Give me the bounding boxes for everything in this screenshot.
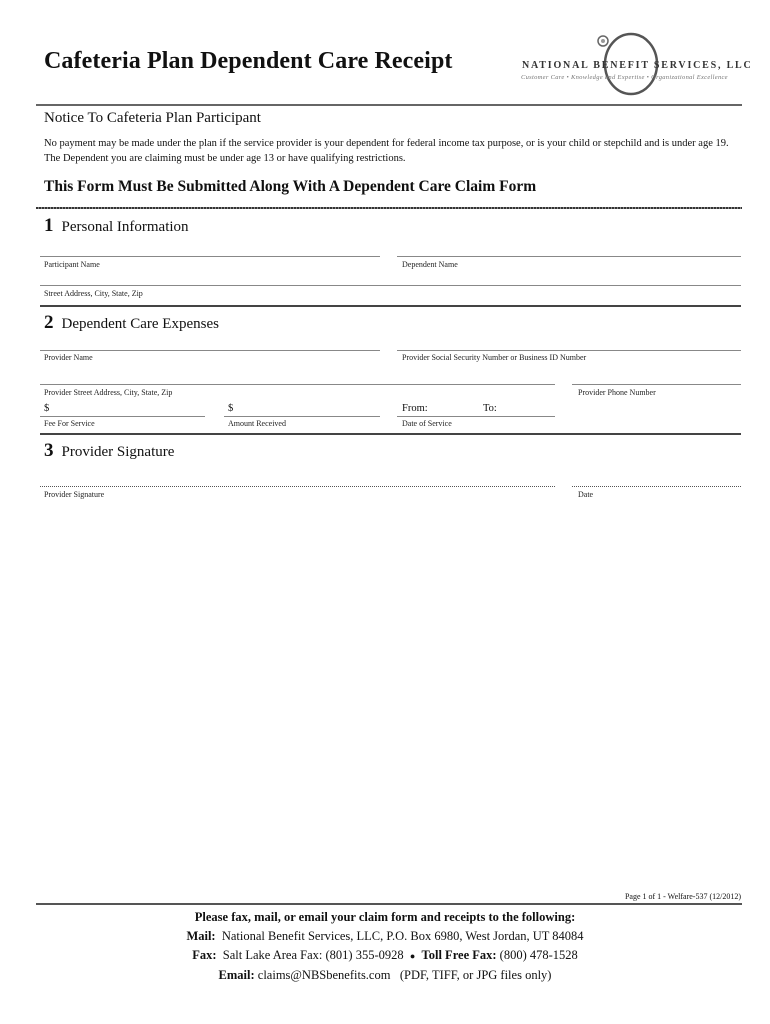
provider-name-field[interactable] bbox=[40, 350, 380, 351]
section-number: 3 bbox=[44, 440, 54, 461]
footer-contact bbox=[0, 908, 770, 985]
fee-for-service-label: Fee For Service bbox=[44, 419, 95, 428]
page-number: Page 1 of 1 - Welfare-537 (12/2012) bbox=[624, 892, 741, 901]
from-label: From: bbox=[402, 403, 428, 414]
footer-divider bbox=[36, 903, 742, 905]
provider-address-label: Provider Street Address, City, State, Zip bbox=[44, 388, 173, 397]
logo-tagline: Customer Care • Knowledge and Expertise • Organizational Excellence bbox=[521, 74, 728, 81]
dependent-name-label: Dependent Name bbox=[402, 260, 458, 269]
section-title: Provider Signature bbox=[61, 444, 175, 460]
provider-phone-field[interactable] bbox=[572, 384, 741, 385]
section-title: Personal Information bbox=[61, 219, 189, 235]
section-number: 2 bbox=[44, 312, 54, 333]
date-of-service-label: Date of Service bbox=[402, 419, 452, 428]
section-divider bbox=[40, 433, 741, 435]
dependent-name-field[interactable] bbox=[397, 256, 741, 257]
logo-name: NATIONAL BENEFIT SERVICES, LLC bbox=[522, 60, 753, 71]
fee-dollar-sign: $ bbox=[44, 403, 50, 414]
section-dependent-care-expenses bbox=[44, 312, 219, 334]
submit-instruction: This Form Must Be Submitted Along With A Dependent Care Claim Form bbox=[44, 178, 537, 195]
provider-phone-label: Provider Phone Number bbox=[578, 388, 656, 397]
provider-signature-label: Provider Signature bbox=[44, 490, 105, 499]
street-address-label: Street Address, City, State, Zip bbox=[44, 289, 143, 298]
street-address-field[interactable] bbox=[40, 285, 741, 286]
signature-date-label: Date bbox=[578, 490, 594, 499]
section-divider bbox=[36, 207, 742, 209]
section-provider-signature bbox=[44, 440, 174, 462]
participant-name-field[interactable] bbox=[40, 256, 380, 257]
section-title: Dependent Care Expenses bbox=[61, 316, 219, 332]
provider-address-field[interactable] bbox=[40, 384, 555, 385]
header-divider bbox=[36, 104, 742, 106]
footer-fax: Fax: Salt Lake Area Fax: (801) 355-0928 ● Toll Free Fax: (800) 478-1528 bbox=[192, 948, 578, 962]
provider-signature-field[interactable] bbox=[40, 486, 555, 487]
footer-email: Email: claims@NBSbenefits.com (PDF, TIFF, or JPG files only) bbox=[218, 968, 552, 982]
section-number: 1 bbox=[44, 215, 54, 236]
amount-dollar-sign: $ bbox=[228, 403, 234, 414]
provider-ssn-field[interactable] bbox=[397, 350, 741, 351]
provider-ssn-label: Provider Social Security Number or Business ID Number bbox=[402, 353, 587, 362]
amount-received-field[interactable] bbox=[224, 416, 380, 417]
footer-heading: Please fax, mail, or email your claim form and receipts to the following: bbox=[194, 910, 576, 924]
participant-name-label: Participant Name bbox=[44, 260, 100, 269]
section-personal-information bbox=[44, 215, 189, 237]
notice-title: Notice To Cafeteria Plan Participant bbox=[44, 110, 261, 126]
provider-name-label: Provider Name bbox=[44, 353, 93, 362]
amount-received-label: Amount Received bbox=[228, 419, 286, 428]
date-of-service-field[interactable] bbox=[397, 416, 555, 417]
footer-mail: Mail: National Benefit Services, LLC, P.O. Box 6980, West Jordan, UT 84084 bbox=[186, 929, 584, 943]
section-divider bbox=[40, 305, 741, 307]
page-title: Cafeteria Plan Dependent Care Receipt bbox=[44, 48, 453, 74]
bullet-icon: ● bbox=[409, 951, 416, 961]
fee-for-service-field[interactable] bbox=[40, 416, 205, 417]
signature-date-field[interactable] bbox=[572, 486, 741, 487]
to-label: To: bbox=[483, 403, 497, 414]
email-link[interactable]: claims@NBSbenefits.com bbox=[257, 968, 391, 982]
company-logo bbox=[515, 32, 753, 102]
notice-text: No payment may be made under the plan if the service provider is your dependent for federal income tax purpose, or is your child or stepchild and is under age 19. The Dependent you are claiming must be under age 13 or have qualifying restrictions. bbox=[44, 138, 729, 164]
